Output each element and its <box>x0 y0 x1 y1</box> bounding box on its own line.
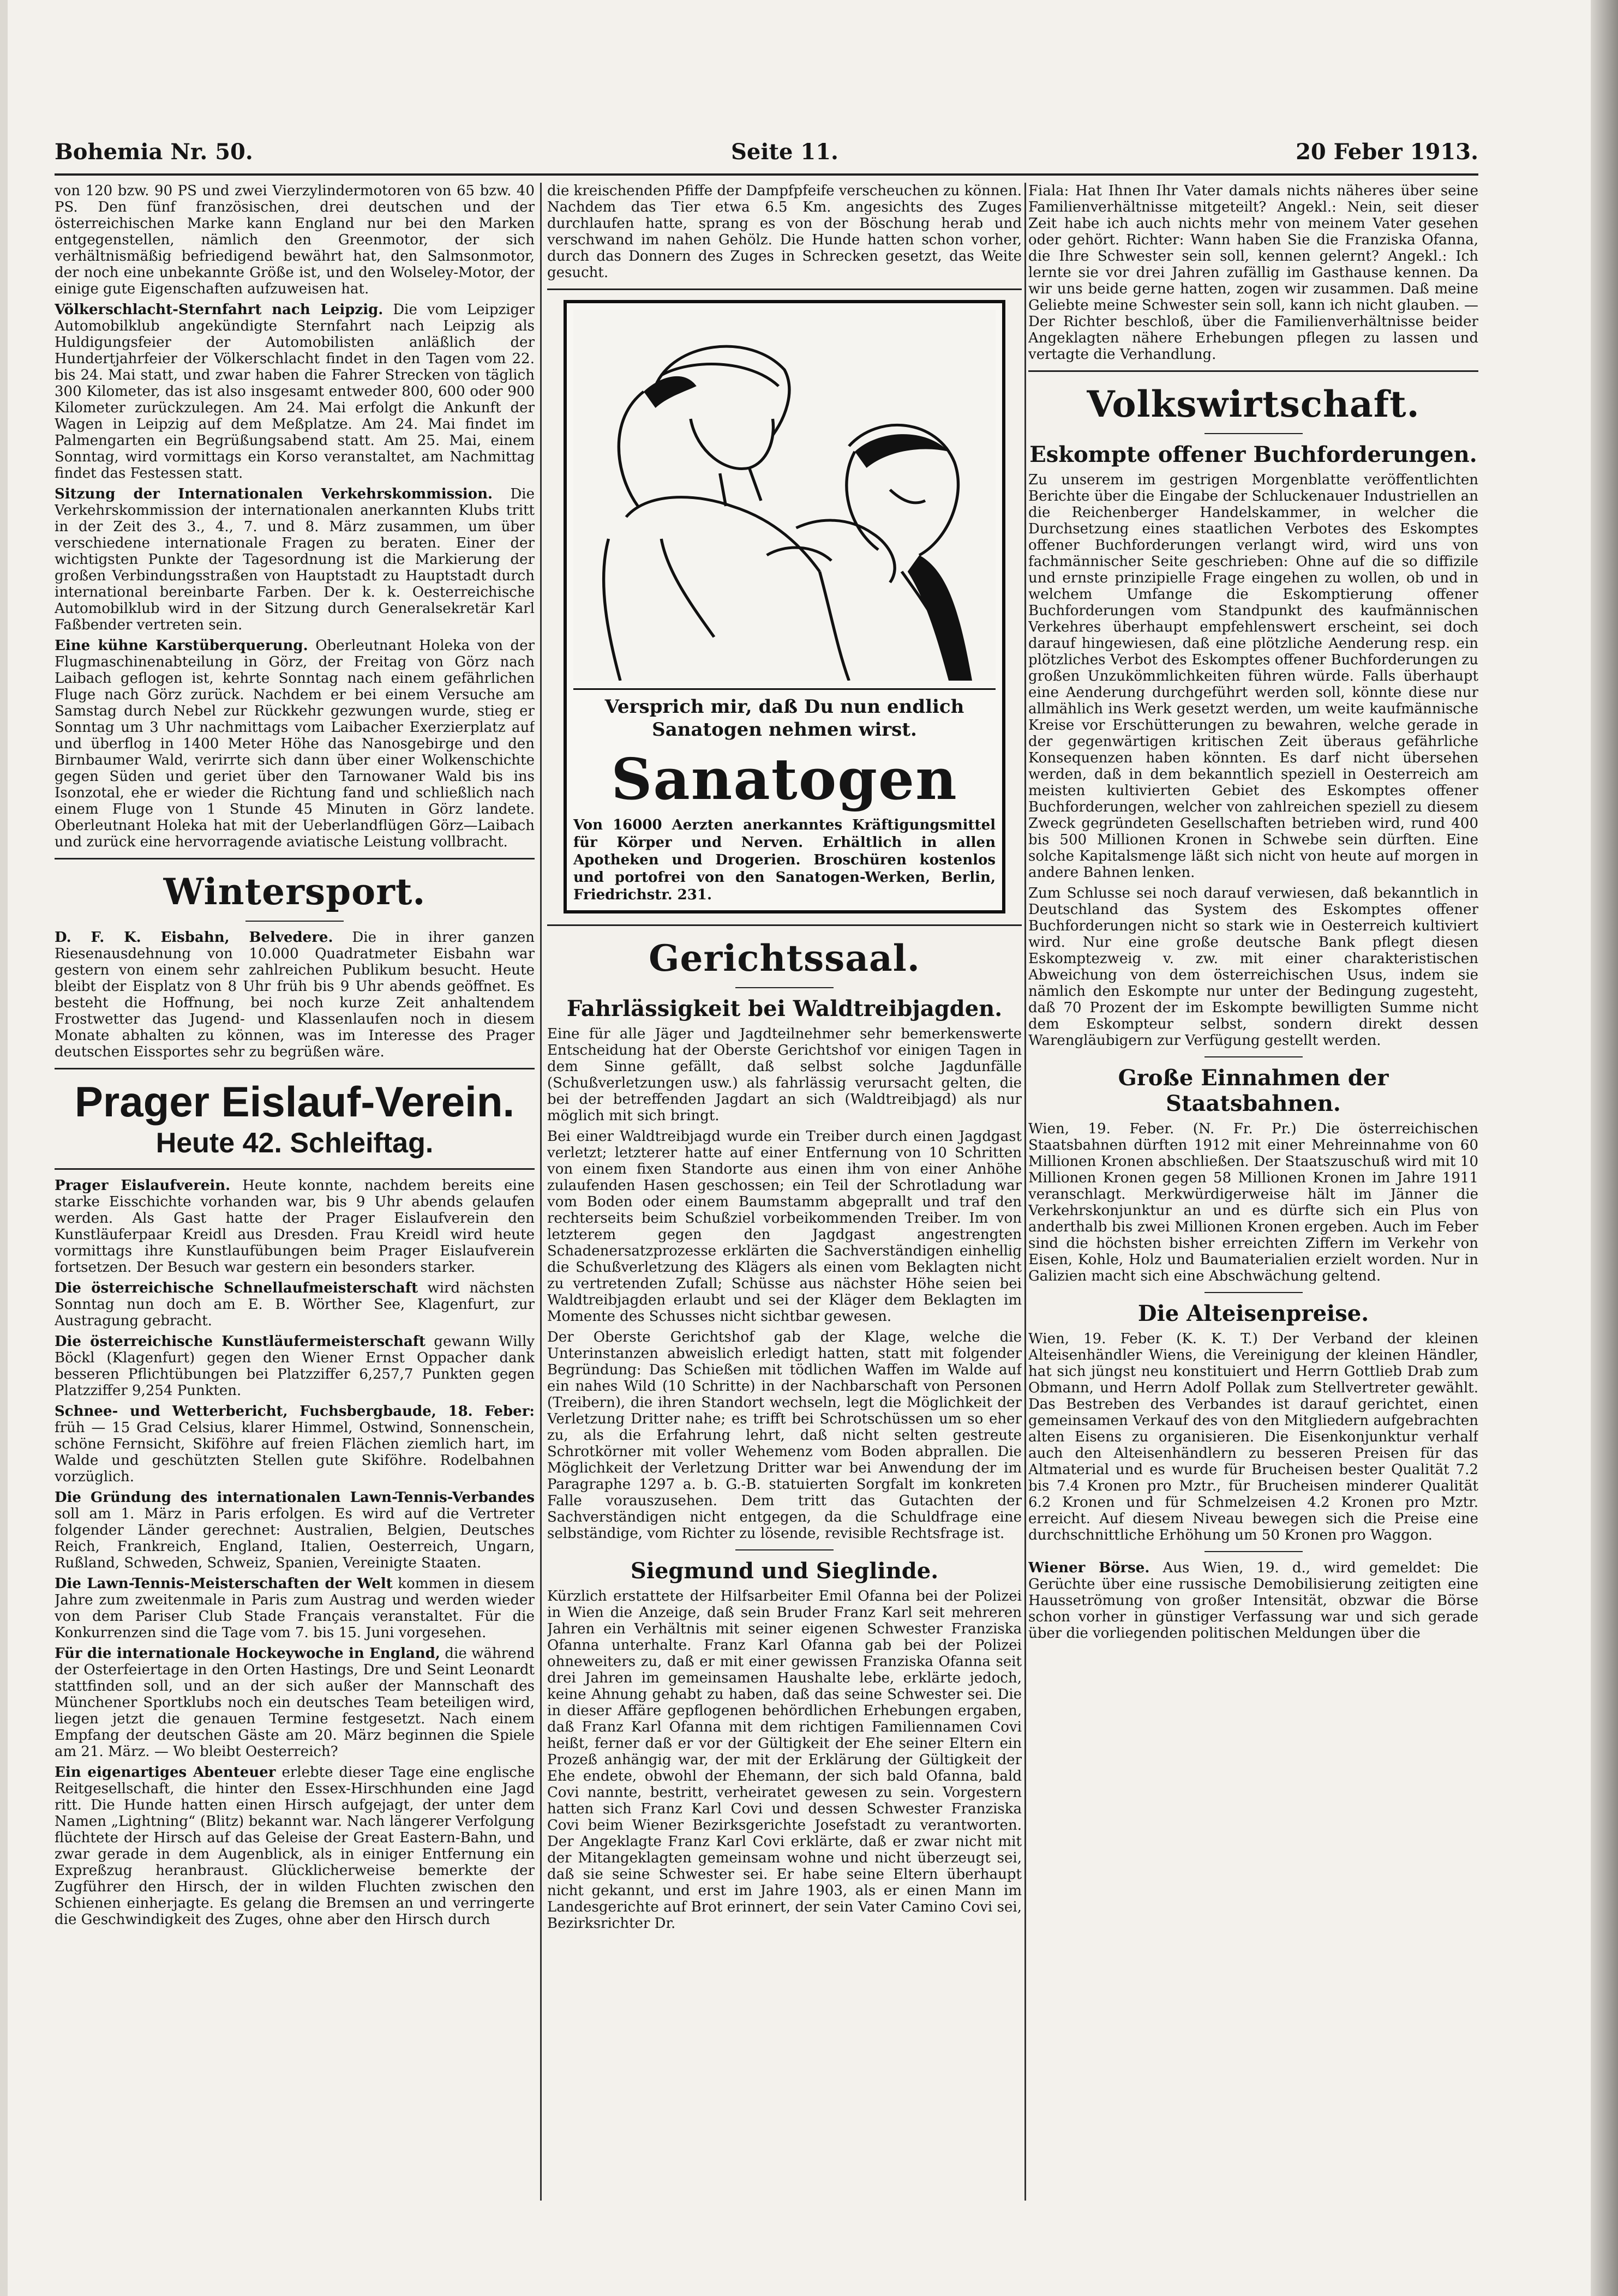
article-body: die während der Osterfeiertage in den Orten Hastings, Dre und Seint Leonardt stattfinden soll, und an der sich außer der Mannschaft des Münchener Sportklubs noch ein deutsches Team beteiligen wird, liegen jetzt die genauen Termine festgesetzt. Nach einem Empfang der deutschen Gäste am 20. März beginnen die Spiele am 21. März. — Wo bleibt Oesterreich? <box>55 1645 535 1760</box>
nurse-illustration <box>573 310 996 681</box>
section-rule <box>547 288 1022 290</box>
article-body: Die vom Leipziger Automobilklub angekündigte Sternfahrt nach Leipzig als Huldigungsfeier der Automobilisten anläßlich der Hundertjahrfeier der Völkerschlacht findet in den Tagen vom 22. bis 24. Mai statt, und zwar haben die Fahrer Strecken von täglich 300 Kilometer, das ist also insgesamt entweder 800, 600 oder 900 Kilometer zurückzulegen. Am 24. Mai erfolgt die Ankunft der Wagen in Leipzig auf dem Meßplatze. Am 24. Mai findet im Palmengarten ein Begrüßungsabend statt. Am 25. Mai, einem Sonntag, wird vormittags ein Korso veranstaltet, am Nachmittag findet das Festessen statt. <box>55 302 535 482</box>
article-leipzig <box>55 302 535 482</box>
article-hockey <box>55 1645 535 1760</box>
article-verkehrskommission <box>55 486 535 633</box>
sanatogen-advertisement <box>564 300 1005 913</box>
page-edge-right <box>1591 0 1618 2296</box>
sanatogen-text: Von 16000 Aerzten anerkanntes Kräftigungsmittel für Körper und Nerven. Erhältlich in allen Apotheken und Drogerien. Broschüren kostenlos und portofrei von den Sanatogen-Werken, Berlin, Friedrichstr. 231. <box>573 817 996 903</box>
section-rule <box>55 858 535 860</box>
ad-eislauf-title: Prager Eislauf-Verein. <box>74 1078 515 1126</box>
column-1 <box>55 183 535 2201</box>
article-headline: Die Gründung des internationalen Lawn-Tennis-Verbandes <box>55 1489 535 1506</box>
article-headline: Die österreichische Schnellaufmeisterschaft <box>55 1280 418 1296</box>
article-headline: Schnee- und Wetterbericht, Fuchsbergbaude, 18. Feber: <box>55 1403 535 1420</box>
ad-eislauf-subtitle: Heute 42. Schleiftag. <box>155 1127 434 1159</box>
article-body: erlebte dieser Tage eine englische Reitgesellschaft, die hinter den Essex-Hirschhunden eine Jagd ritt. Die Hunde hatten einen Hirsch aufgejagt, der unter dem Namen „Lightning“ (Blitz) bekannt war. Nach längerer Verfolgung flüchtete der Hirsch auf das Geleise der Great Eastern-Bahn, und zwar gerade in dem Augenblick, als in einiger Entfernung ein Expreßzug heranbraust. Glücklicherweise bemerkte der Zugführer den Hirsch, der in wilden Fluchten zwischen den Schienen einherjagte. Es gelang die Bremsen an und verringerte die Geschwindigkeit des Zuges, ohne aber den Hirsch durch <box>55 1764 535 1928</box>
article-body: gewann Willy Böckl (Klagenfurt) gegen den Wiener Ernst Oppacher dank besseren Pflichtübungen bei Platzziffer 6,257,7 Punkten gegen Platzziffer 9,254 Punkten. <box>55 1333 535 1399</box>
short-rule <box>1204 1292 1303 1293</box>
page-header <box>55 139 1478 172</box>
article-lawn-tennis-welt <box>55 1576 535 1641</box>
column-rule-2 <box>1024 183 1026 2201</box>
article-pev <box>55 1177 535 1276</box>
article-schnellauf <box>55 1280 535 1329</box>
column-3 <box>1028 183 1478 2201</box>
article-body: Die Verkehrskommission der internationalen anerkannten Klubs tritt in der Zeit des 3., 4., 7. und 8. März zusammen, um über verschiedene internationale Fragen zu beraten. Einer der wichtigsten Punkte der Tagesordnung ist die Markierung der großen Verbindungsstraßen von Hauptstadt zu Hauptstadt durch international bereinbarte Farben. Der k. k. Oesterreichische Automobilklub wird in der Sitzung durch Generalsekretär Karl Faßbender vertreten sein. <box>55 486 535 633</box>
article-schneebericht <box>55 1403 535 1485</box>
section-title-gerichtssaal: Gerichtssaal. <box>649 937 920 979</box>
sanatogen-slogan: Versprich mir, daß Du nun endlich Sanatogen nehmen wirst. <box>604 696 964 741</box>
article-continuation: von 120 bzw. 90 PS und zwei Vierzylindermotoren von 65 bzw. 40 PS. Den fünf französischen, drei deutschen und der österreichischen Marke kann England nur bei den Marken entgegenstellen, nämlich den Greenmotor, der sich verhältnismäßig befriedigend bewährt hat, den Salmsonmotor, der noch eine unbekannte Größe ist, und den Wolseley-Motor, der einige gute Eigenschaften aufzuweisen hat. <box>55 183 535 297</box>
short-rule <box>1204 433 1303 434</box>
article-eisbahn <box>55 929 535 1060</box>
article-continuation: die kreischenden Pfiffe der Dampfpfeife verscheuchen zu können. Nachdem das Tier etwa 6.5 Km. angesichts des Zuges durchlaufen hatte, sprang es von der Böschung herab und verschwand im nahen Gehölz. Die Hunde hatten schon vorher, durch das Donnern des Zuges in Schrecken gesetzt, das Weite gesucht. <box>547 183 1022 281</box>
article-paragraph: Wien, 19. Feber (K. K. T.) Der Verband der kleinen Alteisenhändler Wiens, die Vereinigung der kleinen Händler, hat sich jüngst neu konstituiert und Herrn Gottlieb Drab zum Obmann, und Herrn Adolf Pollak zum Stellvertreter gewählt. Das Bestreben des Verbandes ist darauf gerichtet, einen gemeinsamen Verkauf des von den Mitgliedern aufgebrachten alten Eisens zu organisieren. Die Eisenkonjunktur verhalf auch den Alteisenhändlern zu besseren Preisen für das Altmaterial und es wurde für Brucheisen bester Qualität 7.2 bis 7.4 Kronen pro Mztr., für Brucheisen minderer Qualität 6.2 Kronen und für Schmelzeisen 4.2 Kronen pro Mztr. erreicht. Auf diesem Niveau bewegen sich die Preise eine durchschnittliche Erhöhung um 50 Kronen pro Waggon. <box>1028 1331 1478 1543</box>
header-newspaper-issue: Bohemia Nr. 50. <box>55 139 253 165</box>
article-paragraph: Wien, 19. Feber. (N. Fr. Pr.) Die österreichischen Staatsbahnen dürften 1912 mit einer Mehreinnahme von 60 Millionen Kronen abschließen. Der Staatszuschuß wird mit 10 Millionen Kronen gegen 58 Millionen Kronen im Jahre 1911 veranschlagt. Merkwürdigerweise hält im Jänner die Verkehrskonjunktur an und es dürfte sich ein Plus von anderthalb bis zwei Millionen Kronen ergeben. Auch im Feber sind die höchsten bisher erreichten Ziffern im Verkehr von Eisen, Kohle, Holz und Baumaterialien erzielt worden. Nur in Galizien macht sich eine Abschwächung geltend. <box>1028 1121 1478 1284</box>
short-rule <box>1204 1551 1303 1552</box>
ad-divider <box>573 688 996 690</box>
article-headline: Die Lawn-Tennis-Meisterschaften der Welt <box>55 1576 393 1592</box>
article-paragraph: Kürzlich erstattete der Hilfsarbeiter Emil Ofanna bei der Polizei in Wien die Anzeige, daß sein Bruder Franz Karl seit mehreren Jahren ein Verhältnis mit seiner eigenen Schwester Franziska Ofanna unterhalte. Franz Karl Ofanna gab bei der Polizei ohneweiters zu, daß er mit einer gewissen Franziska Ofanna seit drei Jahren im gemeinsamen Haushalte lebe, erklärte jedoch, keine Ahnung gehabt zu haben, daß das seine Schwester sei. Die in dieser Affäre gepflogenen behördlichen Erhebungen ergaben, daß Franz Karl Ofanna mit dem richtigen Familiennamen Covi heißt, ferner daß er vor der Gültigkeit der Ehe seiner Eltern ein Prozeß anhängig war, der mit der Erklärung der Gültigkeit der Ehe endete, obwohl der Ehemann, der sich bald Ofanna, bald Covi nannte, bestritt, verheiratet gewesen zu sein. Vorgestern hatten sich Franz Karl Covi und dessen Schwester Franziska Covi beim Wiener Bezirksgerichte Josefstadt zu verantworten. Der Angeklagte Franz Karl Covi erklärte, daß er zwar nicht mit der Mitangeklagten gemeinsam wohne und nicht überzeugt sei, daß sie seine Schwester sei. Er habe seine Eltern überhaupt nicht gekannt, und erst im Jahre 1903, als er einen Mann im Landesgerichte auf Brot erinnert, der sein Vater Camino Covi sei, Bezirksrichter Dr. <box>547 1588 1022 1932</box>
article-headline: Sitzung der Internationalen Verkehrskommission. <box>55 486 493 502</box>
article-paragraph: Eine für alle Jäger und Jagdteilnehmer sehr bemerkenswerte Entscheidung hat der Oberste Gerichtshof vor einigen Tagen in dem Sinne gefällt, daß selbst solche Jagdunfälle (Schußverletzungen usw.) als fahrlässig verursacht gelten, die bei der betreffenden Jagdart an sich (Waldtreibjagd) als nur möglich mit sich bringt. <box>547 1026 1022 1124</box>
article-body: Die in ihrer ganzen Riesenausdehnung von 10.000 Quadratmeter Eisbahn war gestern von einem sehr zahlreichen Publikum besucht. Heute bleibt der Eisplatz von 8 Uhr früh bis 9 Uhr abends geöffnet. Es besteht die Hoffnung, bei noch kurze Zeit anhaltendem Frostwetter das Jugend- und Klassenlaufen noch in diesem Monate abhalten zu können, was im Interesse des Prager deutschen Eissportes sehr zu begrüßen wäre. <box>55 929 535 1060</box>
short-rule <box>735 987 834 988</box>
article-headline: Prager Eislaufverein. <box>55 1177 231 1194</box>
page-edge-left <box>0 0 8 2296</box>
short-rule <box>1204 1056 1303 1057</box>
ad-rule-top <box>55 1068 535 1069</box>
article-paragraph: Zum Schlusse sei noch darauf verwiesen, daß bekanntlich in Deutschland das System des Eskomptes offener Buchforderungen nicht so stark wie in Oesterreich kultiviert wird. Nur eine große deutsche Bank pflegt diesen Eskomptezweig v. zw. mit einer charakteristischen Abweichung von dem österreichischen Usus, indem sie nämlich den Eskompte nur unter der Bedingung zugesteht, daß 70 Prozent der im Eskompte bewilligten Summe nicht dem Eskompteur selbst, sondern direkt dessen Warengläubigern zur Verfügung gestellt werden. <box>1028 885 1478 1049</box>
article-boerse <box>1028 1560 1478 1642</box>
article-title-eskompte: Eskompte offener Buchforderungen. <box>1029 442 1477 467</box>
article-body: wird nächsten Sonntag nun doch am E. B. Wörther See, Klagenfurt, zur Austragung gebracht. <box>55 1280 535 1329</box>
header-rule <box>55 173 1478 176</box>
header-page-number: Seite 11. <box>731 139 838 165</box>
column-2 <box>547 183 1022 2201</box>
sanatogen-brand: Sanatogen <box>611 746 958 813</box>
article-body: Heute konnte, nachdem bereits eine starke Eisschichte vorhanden war, bis 9 Uhr abends gelaufen werden. Als Gast hatte der Prager Eislaufverein den Kunstläuferpaar Kreidl aus Dresden. Frau Kreidl wird heute vormittags ihre Kunstlaufübungen beim Prager Eislaufverein fortsetzen. Der Besuch war gestern ein besonders starker. <box>55 1177 535 1276</box>
article-title-fahrlaessigkeit: Fahrlässigkeit bei Waldtreibjagden. <box>566 996 1003 1021</box>
article-body: kommen in diesem Jahre zum zweitenmale in Paris zum Austrag und werden wieder von dem Pariser Club Stade Français veranstaltet. Für die Konkurrenzen sind die Tage vom 7. bis 15. Juni vorgesehen. <box>55 1576 535 1641</box>
article-body: soll am 1. März in Paris erfolgen. Es wird auf die Vertreter folgender Länder gerechnet: Australien, Belgien, Deutsches Reich, Frankreich, England, Italien, Oesterreich, Ungarn, Rußland, Schweden, Schweiz, Spanien, Vereinigte Staaten. <box>55 1506 535 1571</box>
article-continuation: Fiala: Hat Ihnen Ihr Vater damals nichts näheres über seine Familienverhältnisse mitgeteilt? Angekl.: Nein, seit dieser Zeit habe ich auch nichts mehr von meinem Vater gesehen oder gehört. Richter: Wann haben Sie die Franziska Ofanna, die Ihre Schwester sein soll, kennen gelernt? Angekl.: Ich lernte sie vor drei Jahren zufällig im Gasthause kennen. Da wir uns beide gerne hatten, zogen wir zusammen. Daß meine Geliebte meine Schwester sein soll, kann ich nicht glauben. — Der Richter beschloß, über die Familienverhältnisse beider Angeklagten nähere Erhebungen pflegen zu lassen und vertagte die Verhandlung. <box>1028 183 1478 363</box>
article-headline: Wiener Börse. <box>1028 1560 1150 1576</box>
article-headline: D. F. K. Eisbahn, Belvedere. <box>55 929 333 946</box>
short-rule <box>245 921 344 922</box>
article-body: Oberleutnant Holeka von der Flugmaschinenabteilung in Görz, der Freitag von Görz nach Laibach geflogen ist, kehrte Sonntag nach einem gefährlichen Fluge nach Görz zurück. Nachdem er bei einem Versuche am Samstag durch Nebel zur Rückkehr gezwungen wurde, stieg er Sonntag um 3 Uhr nachmittags vom Laibacher Exerzierplatz auf und überflog in 1400 Meter Höhe das Nanosgebirge und den Birnbaumer Wald, verirrte sich dann über einer Wolkenschichte gegen Süden und geriet über den Tarnowaner Wald bis ins Isonzotal, ehe er wieder die Richtung fand und schließlich nach einem Fluge von 1 Stunde 45 Minuten in Görz landete. Oberleutnant Holeka hat mit der Ueberlandflügen Görz—Laibach und zurück eine hervorragende aviatische Leistung vollbracht. <box>55 638 535 850</box>
article-headline: Für die internationale Hockeywoche in England, <box>55 1645 440 1662</box>
article-body: früh — 15 Grad Celsius, klarer Himmel, Ostwind, Sonnenschein, schöne Fernsicht, Skiföhre auf freien Flächen ziemlich hart, im Walde und geschützten Stellen gute Skiföhre. Rodelbahnen vorzüglich. <box>55 1420 535 1485</box>
article-body: Aus Wien, 19. d., wird gemeldet: Die Gerüchte über eine russische Demobilisierung zeitigten eine Haussetrömung von großer Intensität, obzwar die Börse schon vorher in günstiger Verfassung war und sich gerade über die vorliegenden politischen Meldungen über die <box>1028 1560 1478 1642</box>
article-title-alteisen: Die Alteisenpreise. <box>1137 1301 1369 1326</box>
section-title-wintersport: Wintersport. <box>163 870 426 913</box>
article-abenteuer <box>55 1764 535 1928</box>
article-title-siegmund: Siegmund und Sieglinde. <box>630 1558 939 1584</box>
article-headline: Völkerschlacht-Sternfahrt nach Leipzig. <box>55 302 383 318</box>
header-date: 20 Feber 1913. <box>1296 139 1478 165</box>
section-title-volkswirtschaft: Volkswirtschaft. <box>1087 383 1420 425</box>
short-rule <box>735 1549 834 1550</box>
article-headline: Eine kühne Karstüberquerung. <box>55 638 308 654</box>
column-rule-1 <box>540 183 542 2201</box>
section-rule <box>1028 370 1478 372</box>
article-headline: Ein eigenartiges Abenteuer <box>55 1764 276 1781</box>
section-rule <box>547 924 1022 926</box>
ad-rule-bottom <box>55 1168 535 1170</box>
article-headline: Die österreichische Kunstläufermeisterschaft <box>55 1333 426 1350</box>
article-lawn-tennis-verband <box>55 1489 535 1571</box>
article-kunstlauf <box>55 1333 535 1399</box>
article-karst <box>55 638 535 850</box>
article-paragraph: Der Oberste Gerichtshof gab der Klage, welche die Unterinstanzen abweislich erledigt hatten, statt mit folgender Begründung: Das Schießen mit tödlichen Waffen im Walde auf ein nahes Wild (10 Schritte) in der Nachbarschaft von Personen (Treibern), die ihren Standort wechseln, legt die Möglichkeit der Verletzung Dritter nahe; es trifft bei Schrotschüssen um so eher zu, als die Erfahrung lehrt, daß nicht selten gestreute Schrotkörner mit voller Wehemenz vom Boden abprallen. Die Möglichkeit der Verletzung Dritter war bei Anwendung der im Paragraphe 1297 a. b. G.-B. statuierten Sorgfalt im konkreten Falle vorauszusehen. Dem tritt das Gutachten der Sachverständigen nicht entgegen, da die Schuldfrage eine selbständige, vom Richter zu lösende, revisible Rechtsfrage ist. <box>547 1329 1022 1542</box>
article-paragraph: Zu unserem im gestrigen Morgenblatte veröffentlichten Berichte über die Eingabe der Schluckenauer Industriellen an die Reichenberger Handelskammer, in welcher die Durchsetzung eines staatlichen Verbotes des Eskomptes offener Buchforderungen verlangt wird, wird uns von fachmännischer Seite geschrieben: Ohne auf die so diffizile und ernste prinzipielle Frage eingehen zu wollen, ob und in welchem Umfange die Eskomptierung offener Buchforderungen vom Standpunkt des kaufmännischen Verkehres überhaupt empfehlenswert erscheint, sei doch darauf hingewiesen, daß eine plötzliche Aenderung resp. ein plötzliches Verbot des Eskomptes offener Buchforderungen zu großen Unzukömmlichkeiten führen würde. Falls überhaupt eine Aenderung durchgeführt werden soll, könnte diese nur allmählich ins Werk gesetzt werden, um weite kaufmännische Kreise vor Erschütterungen zu bewahren, welche gerade in der gegenwärtigen kritischen Zeit überaus gefährliche Konsequenzen haben könnten. Es darf nicht übersehen werden, daß in dem bekanntlich speziell in Oesterreich am meisten kultivierten Gebiet des Eskomptes offener Buchforderungen, welcher von zahlreichen speziell zu diesem Zweck gegründeten Gesellschaften betrieben wird, rund 400 bis 500 Millionen Kronen in Schwebe sein dürften. Eine solche Kapitalsmenge läßt sich nicht von heute auf morgen in andere Bahnen lenken. <box>1028 472 1478 881</box>
article-paragraph: Bei einer Waldtreibjagd wurde ein Treiber durch einen Jagdgast verletzt; letzterer hatte auf einer Entfernung von 10 Schritten von einem fixen Standorte aus einen ihm von einer Anhöhe zulaufenden Hasen geschossen; ein Teil der Schrotladung war vom Boden oder einem Baumstamm abgeprallt und traf den rechterseits beim Schußziel vorbeikommenden Treiber. Im von letzterem gegen den Jagdgast angestrengten Schadenersatzprozesse erklärten die Sachverständigen einhellig die Schußverletzung des Klägers als einen vom Beklagten nicht zu vertretenden Zufall; Schüsse aus nächster Höhe seien bei Waldtreibjagden erlaubt und sei der Kläger dem Beklagten im Momente des Schusses nicht sichtbar gewesen. <box>547 1128 1022 1325</box>
article-title-einnahmen: Große Einnahmen der Staatsbahnen. <box>1118 1065 1389 1116</box>
